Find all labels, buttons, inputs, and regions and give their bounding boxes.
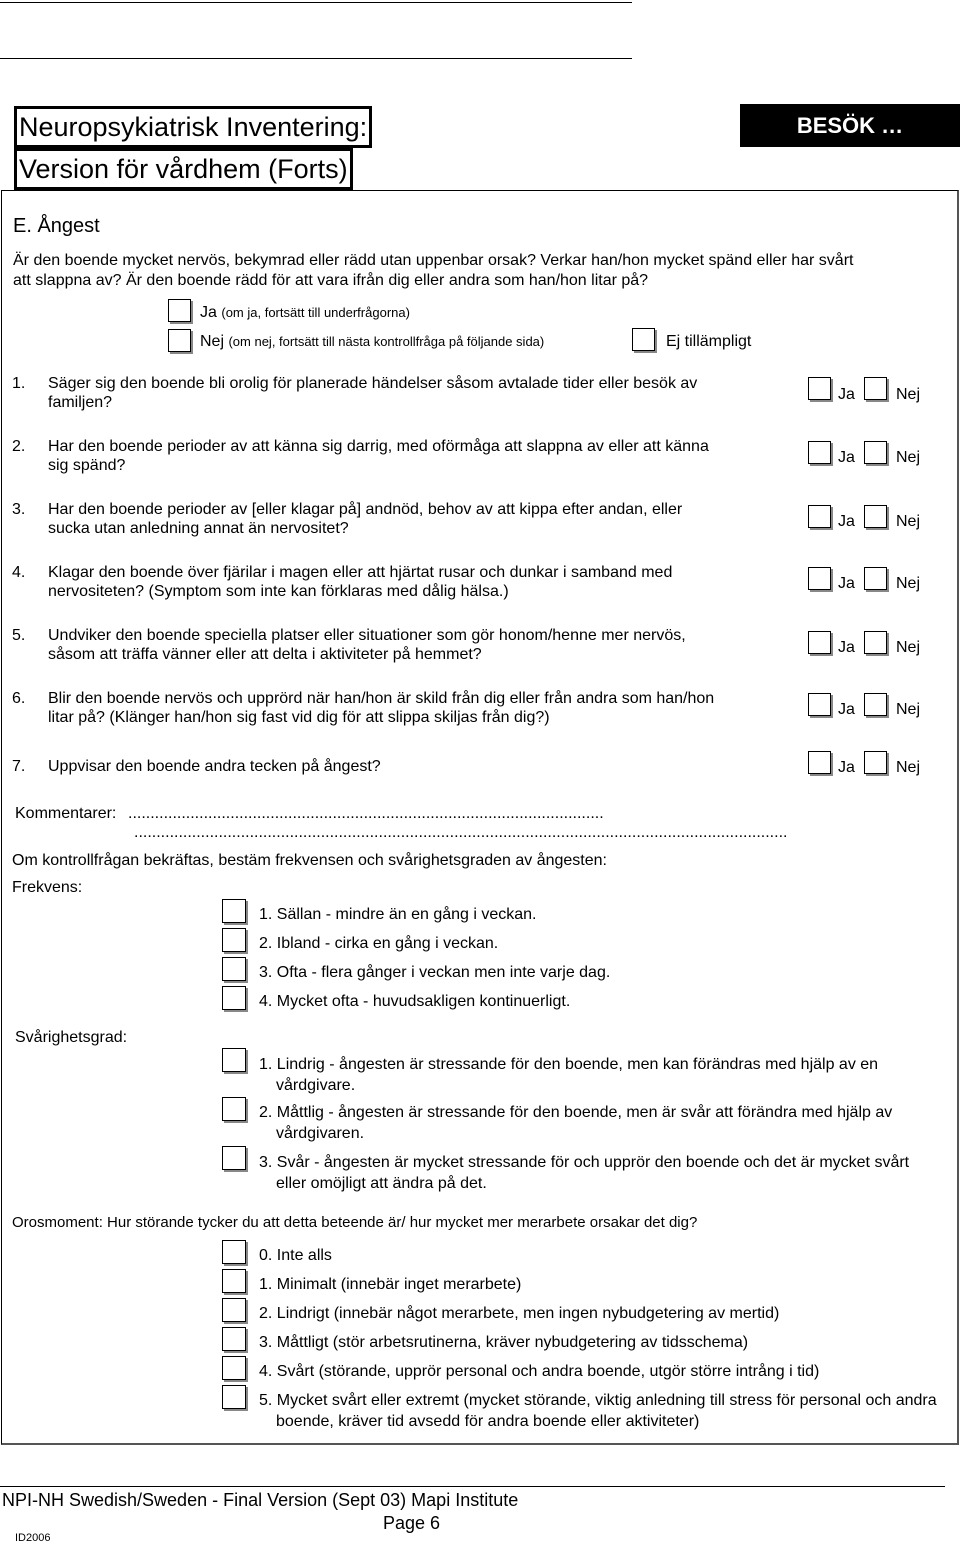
frequency-4-checkbox[interactable] [222,986,246,1010]
frequency-option-4: 4. Mycket ofta - huvudsakligen kontinuerligt. [259,993,571,1010]
question-text-cont: nervositeten? (Symptom som inte kan förklaras med dålig hälsa.) [48,583,509,600]
disruption-label: Orosmoment: Hur störande tycker du att detta beteende är/ hur mycket mer merarbete orsakar det dig? [12,1214,698,1231]
severity-option-1: 1. Lindrig - ångesten är stressande för den boende, men kan förändras med hjälp av en vårdgivare. [259,1056,879,1094]
q2-nej-label: Nej [896,449,921,466]
question-text: Säger sig den boende bli orolig för planerade händelser såsom avtalade tider eller besök av [48,375,698,392]
frequency-1-checkbox[interactable] [222,899,246,923]
severity-3-checkbox[interactable] [222,1146,246,1170]
disruption-option-2: 2. Lindrigt (innebär något merarbete, men ingen nybudgetering av mertid) [259,1305,780,1322]
q7-ja-checkbox[interactable] [808,751,831,774]
q6-ja-label: Ja [838,701,855,718]
document-id: ID2006 [15,1532,51,1544]
top-rule-2 [0,58,632,59]
frequency-2-checkbox[interactable] [222,928,246,952]
disruption-option-3: 3. Måttligt (stör arbetsrutinerna, kräver nybudgetering av tidsschema) [259,1334,749,1351]
frequency-option-3: 3. Ofta - flera gånger i veckan men inte varje dag. [259,964,611,981]
disruption-2-checkbox[interactable] [222,1298,246,1322]
q5-ja-label: Ja [838,639,855,656]
q1-ja-checkbox[interactable] [808,377,831,400]
question-text: Har den boende perioder av [eller klagar på] andnöd, behov av att kippa efter andan, eller [48,501,683,518]
disruption-option-0: 0. Inte alls [259,1247,332,1264]
disruption-3-checkbox[interactable] [222,1327,246,1351]
screen-ja-row [200,304,410,322]
page-title-line-1: Neuropsykiatrisk Inventering: [14,106,372,148]
q7-ja-label: Ja [838,759,855,776]
disruption-4-checkbox[interactable] [222,1356,246,1380]
q3-nej-checkbox[interactable] [864,505,887,528]
q3-nej-label: Nej [896,513,921,530]
question-text: Undviker den boende speciella platser eller situationer som gör honom/henne mer nervös, [48,627,686,644]
screen-nej-label: Nej [200,333,225,350]
severity-2-checkbox[interactable] [222,1097,246,1121]
frequency-option-1: 1. Sällan - mindre än en gång i veckan. [259,906,537,923]
q2-nej-checkbox[interactable] [864,441,887,464]
question-text-cont: litar på? (Klänger han/hon sig fast vid dig för att slippa skiljas från dig?) [48,709,550,726]
page-number: Page 6 [383,1513,441,1533]
screen-ja-label: Ja [200,304,217,321]
q1-nej-label: Nej [896,386,921,403]
q7-nej-label: Nej [896,759,921,776]
q4-ja-checkbox[interactable] [808,567,831,590]
q1-ja-label: Ja [838,386,855,403]
screen-nej-checkbox[interactable] [168,329,191,352]
severity-1-checkbox[interactable] [222,1048,246,1072]
question-number: 1. [12,375,26,392]
question-text: Blir den boende nervös och upprörd när han/hon är skild från dig eller från andra som han/hon [48,690,715,707]
q5-nej-checkbox[interactable] [864,631,887,654]
question-text-cont: sig spänd? [48,457,126,474]
comments-field-line-1[interactable]: ........................................................................................................... [128,805,604,822]
disruption-1-checkbox[interactable] [222,1269,246,1293]
question-text: Klagar den boende över fjärilar i magen eller att hjärtat rusar och dunkar i samband med [48,564,673,581]
question-number: 3. [12,501,26,518]
comments-field-line-2[interactable]: ................................................................................................................................................... [134,824,788,841]
question-text: Har den boende perioder av att känna sig darrig, med oförmåga att slappna av eller att känna [48,438,709,455]
q3-ja-label: Ja [838,513,855,530]
q4-nej-checkbox[interactable] [864,567,887,590]
screen-na-checkbox[interactable] [632,328,655,351]
visit-badge: BESÖK … [740,104,960,147]
question-number: 7. [12,758,26,775]
q6-ja-checkbox[interactable] [808,693,831,716]
screen-na-label: Ej tillämpligt [666,333,752,350]
question-number: 5. [12,627,26,644]
frequency-label: Frekvens: [12,879,83,896]
q1-nej-checkbox[interactable] [864,377,887,400]
severity-option-3: 3. Svår - ångesten är mycket stressande för och upprör den boende och det är mycket svårt eller omöjligt att ändra på det. [259,1154,910,1192]
severity-label: Svårighetsgrad: [15,1029,128,1046]
q5-nej-label: Nej [896,639,921,656]
question-text-cont: sucka utan anledning annat än nervositet? [48,520,349,537]
disruption-5-checkbox[interactable] [222,1385,246,1409]
question-number: 6. [12,690,26,707]
q6-nej-checkbox[interactable] [864,693,887,716]
question-text-cont: såsom att träffa vänner eller att delta i aktiviteter på hemmet? [48,646,482,663]
q4-ja-label: Ja [838,575,855,592]
q6-nej-label: Nej [896,701,921,718]
screen-nej-row [200,333,544,351]
footer-text: NPI-NH Swedish/Sweden - Final Version (Sept 03) Mapi Institute [2,1490,519,1510]
disruption-option-5: 5. Mycket svårt eller extremt (mycket störande, viktig anledning till stress för personal och andra boende, kräver tid avsedd för andra boende eller aktiviteter) [259,1392,937,1430]
question-text-cont: familjen? [48,394,113,411]
question-text: Uppvisar den boende andra tecken på ångest? [48,758,381,775]
page-title-line-2: Version för vårdhem (Forts) [14,148,353,190]
footer-rule [0,1486,945,1487]
q2-ja-checkbox[interactable] [808,441,831,464]
q4-nej-label: Nej [896,575,921,592]
q2-ja-label: Ja [838,449,855,466]
confirm-instruction: Om kontrollfrågan bekräftas, bestäm frekvensen och svårighetsgraden av ångesten: [12,852,607,869]
comments-label: Kommentarer: [15,805,117,822]
q3-ja-checkbox[interactable] [808,505,831,528]
screen-ja-note: (om ja, fortsätt till underfrågorna) [221,305,410,320]
disruption-0-checkbox[interactable] [222,1240,246,1264]
q5-ja-checkbox[interactable] [808,631,831,654]
question-number: 2. [12,438,26,455]
q7-nej-checkbox[interactable] [864,751,887,774]
top-rule-1 [0,2,632,3]
section-heading: E. Ångest [13,215,100,237]
frequency-option-2: 2. Ibland - cirka en gång i veckan. [259,935,499,952]
severity-option-2: 2. Måttlig - ångesten är stressande för den boende, men är svår att förändra med hjälp av vårdgivaren. [259,1104,893,1142]
screen-ja-checkbox[interactable] [168,299,191,322]
intro-line-1: Är den boende mycket nervös, bekymrad eller rädd utan uppenbar orsak? Verkar han/hon mycket spänd eller har svårt [13,252,854,269]
disruption-option-1: 1. Minimalt (innebär inget merarbete) [259,1276,522,1293]
question-number: 4. [12,564,26,581]
disruption-option-4: 4. Svårt (störande, upprör personal och andra boende, utgör större intrång i tid) [259,1363,820,1380]
frequency-3-checkbox[interactable] [222,957,246,981]
screen-nej-note: (om nej, fortsätt till nästa kontrollfråga på följande sida) [228,334,545,349]
intro-line-2: att slappna av? Är den boende rädd för att vara ifrån dig eller andra som han/hon litar på? [13,272,649,289]
